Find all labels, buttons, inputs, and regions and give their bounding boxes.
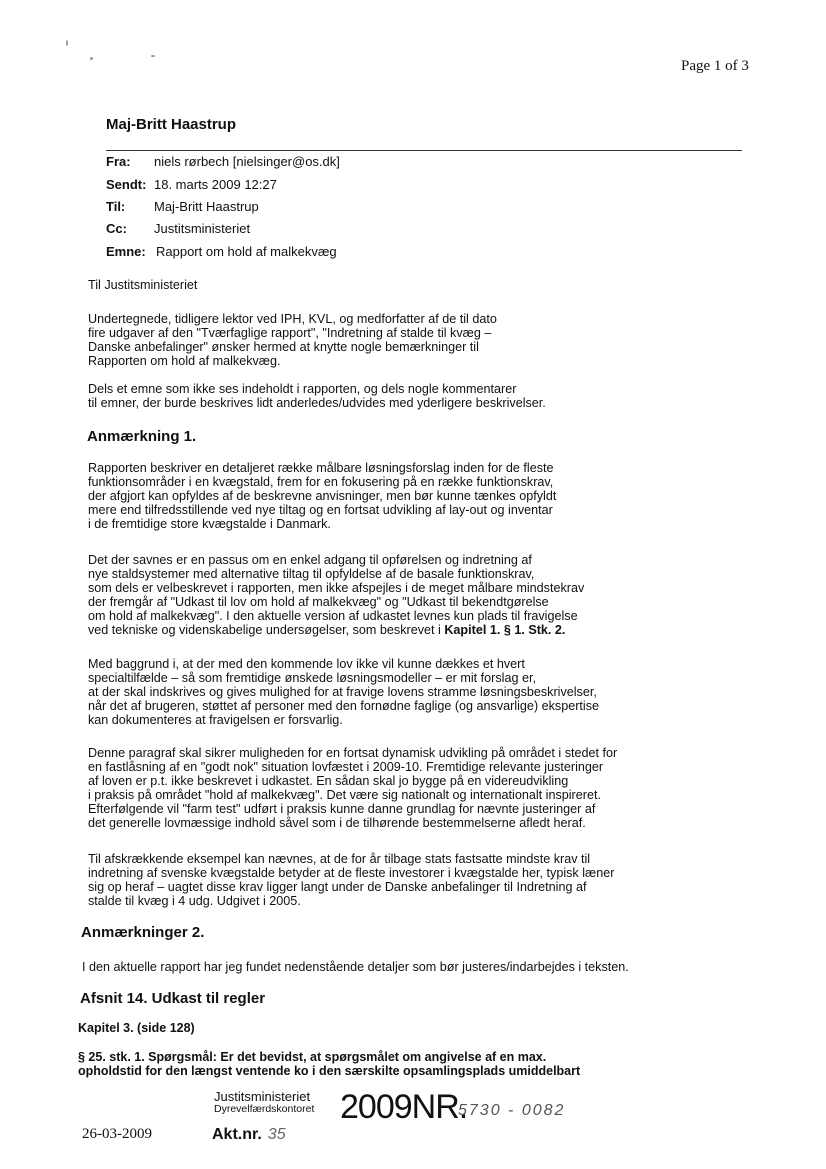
- question-paragraph: § 25. stk. 1. Spørgsmål: Er det bevidst, at spørgsmålet om angivelse af en max. opholdstid for den længst ventende ko i den særskilte opsamlingsplads umiddelbart: [78, 1050, 581, 1078]
- paragraph-2: Det der savnes er en passus om en enkel adgang til opførelsen og indretning af nye staldsystemer med alternative tiltag til opfyldelse af de basale funktionskrav, som dels er velbeskrevet i rapporten, men ikke afspejles i de meget målbare mindstekrav der fremgår af "Udkast til lov om hold af malkekvæg" og "Udkast til bekendtgørelse om hold af malkekvæg". I den aktuelle version af udkastet levnes kun plads til fravigelse ved tekniske og videnskabelige undersøgelser, som beskrevet i Kapitel 1. § 1. Stk. 2.: [88, 553, 585, 637]
- header-divider: [106, 150, 742, 151]
- paragraph-1: Rapporten beskriver en detaljeret række målbare løsningsforslag inden for de fleste funktionsområder i en kvægstald, frem for en fokusering på en række funktionskrav, der afgjort kan opfyldes af de beskrevne anvisninger, men bør kunne tænkes opfyldt mere end tilfredsstillende ved nye tiltag og en fortsat udvikling af lay-out og inventar i de fremtidige store kvægstalde i Danmark.: [88, 461, 557, 531]
- scan-speck: [90, 57, 93, 60]
- reference-bold: Kapitel 1. § 1. Stk. 2.: [444, 623, 566, 637]
- intro-paragraph-2: Dels et emne som ikke ses indeholdt i rapporten, og dels nogle kommentarer til emner, der burde beskrives lidt anderledes/udvides med yderligere beskrivelser.: [88, 382, 546, 410]
- header-sent: Sendt: 18. marts 2009 12:27: [106, 177, 277, 192]
- header-to: Til: Maj-Britt Haastrup: [106, 199, 259, 214]
- stamp-handwritten-number: 5730 - 0082: [458, 1102, 566, 1119]
- paragraph-3: Med baggrund i, at der med den kommende lov ikke vil kunne dækkes et hvert specialtilfælde – så som fremtidige ønskede løsningsmodeller – er mit forslag er, at der skal indskrives og gives mulighed for at fravige lovens stramme løsningsbeskrivelser, når det af brugeren, støttet af personer med den fornødne faglige (og ansvarlige) ekspertise kan dokumenteres at fravigelsen er forsvarlig.: [88, 657, 600, 727]
- heading-anmaerkning-1: Anmærkning 1.: [87, 428, 197, 445]
- intro-paragraph: Undertegnede, tidligere lektor ved IPH, KVL, og medforfatter af de til dato fire udgaver af den "Tværfaglige rapport", "Indretning af stalde til kvæg – Danske anbefalinger" ønsker hermed at knytte nogle bemærkninger til Rapporten om hold af malkekvæg.: [88, 312, 497, 368]
- heading-afsnit-14: Afsnit 14. Udkast til regler: [80, 990, 266, 1007]
- scan-speck: [151, 55, 155, 57]
- stamp-number: 2009NR.: [340, 1088, 468, 1126]
- scan-speck: [66, 40, 68, 46]
- paragraph-4: Denne paragraf skal sikrer muligheden for en fortsat dynamisk udvikling på området i stedet for en fastlåsning af en "godt nok" situation lovfæstet i 2009-10. Fremtidige relevante justeringer af loven er p.t. ikke beskrevet i udkastet. En sådan skal jo bygge på en videreudvikling i praksis på området "hold af malkekvæg". Det være sig nationalt og internationalt inspireret. Efterfølgende vil "farm test" udført i praksis kunne danne grundlag for nævnte justeringer af det generelle lovmæssige indhold såvel som i de tilhørende bestemmelserne afledt heraf.: [88, 746, 618, 830]
- sender-name: Maj-Britt Haastrup: [106, 116, 237, 133]
- stamp-organization: Justitsministeriet Dyrevelfærdskontoret: [214, 1089, 315, 1115]
- header-from: Fra: niels rørbech [nielsinger@os.dk]: [106, 154, 340, 169]
- header-cc: Cc: Justitsministeriet: [106, 221, 251, 236]
- chapter-label: Kapitel 3. (side 128): [78, 1021, 195, 1035]
- page-number: Page 1 of 3: [681, 58, 749, 74]
- heading-anmaerkninger-2: Anmærkninger 2.: [81, 924, 205, 941]
- footer-date: 26-03-2009: [82, 1126, 152, 1142]
- salutation: Til Justitsministeriet: [88, 278, 198, 292]
- paragraph-6: I den aktuelle rapport har jeg fundet nedenstående detaljer som bør justeres/indarbejdes i teksten.: [82, 960, 629, 974]
- akt-number: Akt.nr. 35: [212, 1126, 286, 1143]
- paragraph-5: Til afskrækkende eksempel kan nævnes, at de for år tilbage stats fastsatte mindste krav til indretning af svenske kvægstalde betyder at de fleste investorer i kvægstalde her, typisk læner sig op heraf – uagtet disse krav ligger langt under de Danske anbefalinger til Indretning af stalde til kvæg i 4 udg. Udgivet i 2005.: [88, 852, 615, 908]
- header-subject: Emne: Rapport om hold af malkekvæg: [106, 244, 337, 259]
